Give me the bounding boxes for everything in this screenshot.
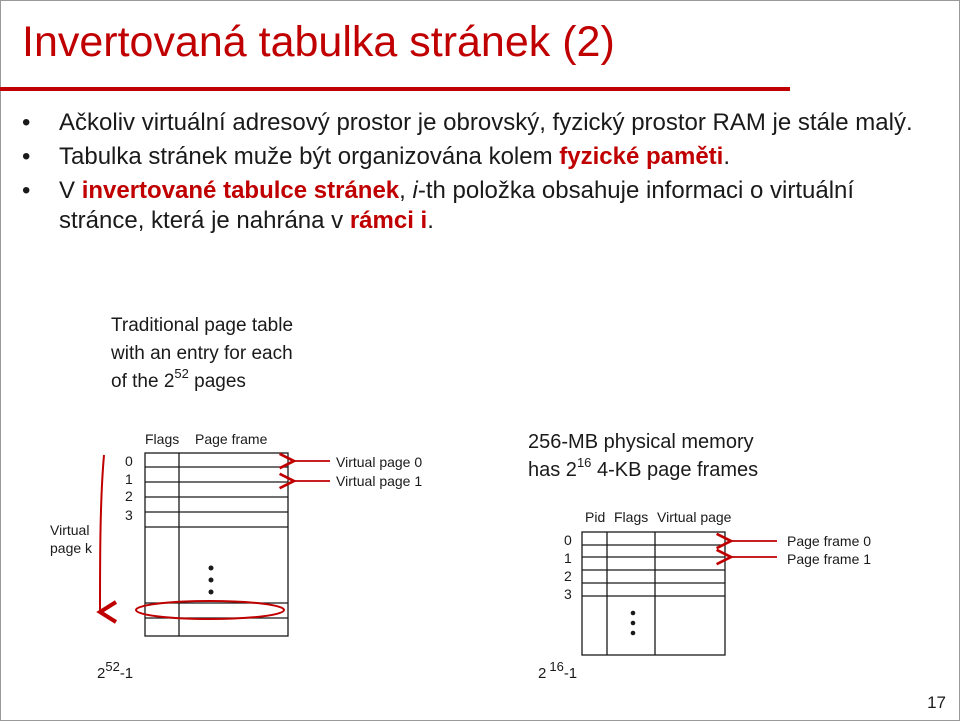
virtual-page-k-label-line1: Virtual [50, 522, 90, 538]
right-header-virtual-page: Virtual page [657, 509, 732, 525]
bullet-highlight: rámci i [349, 207, 428, 234]
left-row-index-1: 1 [125, 471, 133, 487]
page-frame-1-label: Page frame 1 [787, 551, 872, 567]
page-title: Invertovaná tabulka stránek (2) [22, 18, 615, 66]
right-header-pid: Pid [585, 509, 606, 525]
right-row-index-2: 2 [564, 568, 572, 584]
left-header-flags: Flags [145, 431, 180, 447]
page-number: 17 [927, 693, 946, 712]
physical-caption-line1: 256-MB physical memory [528, 431, 754, 453]
bullet-text: Ačkoliv virtuální adresový prostor je obrovský, fyzický prostor RAM je stále malý. [59, 109, 913, 136]
left-table-ellipsis [209, 566, 214, 595]
right-header-flags: Flags [614, 509, 649, 525]
bullet-text: Tabulka stránek muže být organizována kolem [59, 143, 560, 170]
physical-caption-line2 [528, 455, 758, 481]
virtual-page-k-arrow [100, 455, 104, 612]
caption-suffix: pages [188, 371, 246, 392]
right-table-ellipsis [631, 611, 636, 636]
virtual-page-1-label: Virtual page 1 [336, 473, 423, 489]
physical-caption-base: has 2 [528, 459, 577, 481]
virtual-page-k-label-line2: page k [50, 540, 93, 556]
bullet-highlight: fyzické paměti [559, 143, 724, 170]
bullet-text: . [723, 143, 731, 170]
traditional-caption-line2: with an entry for each [111, 343, 293, 364]
page-frame-0-label: Page frame 0 [787, 533, 872, 549]
right-last-index-exp: 16 [549, 659, 564, 674]
right-row-index-3: 3 [564, 586, 572, 602]
bullet-text: . [427, 207, 434, 234]
left-last-index-suffix: -1 [119, 665, 134, 682]
left-header-page-frame: Page frame [195, 431, 268, 447]
physical-caption-exp: 16 [576, 455, 592, 470]
right-last-index [538, 659, 577, 682]
right-last-index-base: 2 [538, 665, 547, 682]
traditional-page-table [145, 453, 288, 636]
traditional-caption-line3 [111, 366, 246, 392]
bullet-text: V [59, 177, 82, 204]
traditional-caption-line1: Traditional page table [111, 315, 294, 336]
bullet-highlight: invertované tabulce stránek [81, 177, 400, 204]
physical-caption-suffix: 4-KB page frames [591, 459, 759, 481]
highlighted-entry [136, 601, 284, 619]
left-last-index-base: 2 [97, 665, 106, 682]
right-row-index-1: 1 [564, 550, 572, 566]
left-last-index [97, 659, 133, 682]
inverted-page-table [582, 532, 725, 655]
bullet-text: , [399, 177, 413, 204]
left-row-index-0: 0 [125, 453, 133, 469]
virtual-page-0-label: Virtual page 0 [336, 454, 423, 470]
right-row-index-0: 0 [564, 532, 572, 548]
left-row-index-2: 2 [125, 488, 133, 504]
caption-exponent: 52 [174, 366, 189, 381]
bullet-italic: i [412, 177, 418, 204]
left-last-index-exp: 52 [105, 659, 120, 674]
left-row-index-3: 3 [125, 507, 133, 523]
bullet-text: -th položka obsahuje informaci o virtuální stránce, která je nahrána v [59, 177, 855, 234]
right-last-index-suffix: -1 [563, 665, 578, 682]
caption-base: of the 2 [111, 371, 175, 392]
